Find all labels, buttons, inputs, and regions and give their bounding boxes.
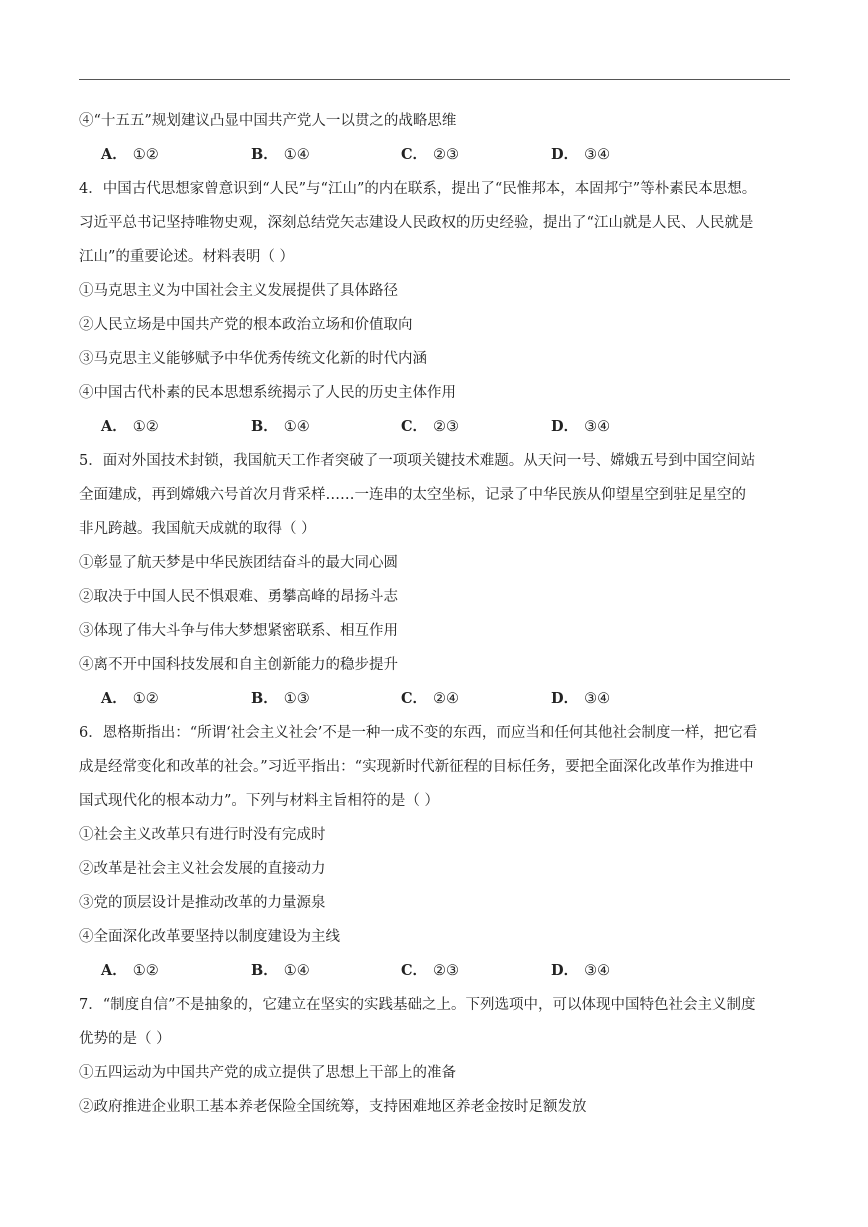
answer-option	[401, 416, 551, 438]
option-letter: C．	[401, 418, 428, 435]
text-line: ④离不开中国科技发展和自主创新能力的稳步提升	[79, 657, 398, 673]
option-letter: A．	[101, 418, 127, 435]
option-value: ①④	[283, 419, 310, 435]
option-value: ③④	[584, 147, 611, 163]
answer-option	[401, 144, 551, 166]
option-letter: A．	[101, 690, 127, 707]
option-value: ②③	[433, 419, 460, 435]
option-letter: D．	[551, 418, 579, 435]
option-letter: B．	[251, 690, 278, 707]
option-value: ①③	[283, 691, 310, 707]
answer-option	[101, 688, 251, 710]
text-line: ④中国古代朴素的民本思想系统揭示了人民的历史主体作用	[79, 385, 456, 401]
answer-option	[101, 960, 251, 982]
option-value: ①②	[132, 147, 159, 163]
answer-option	[251, 960, 401, 982]
text-line: 5．面对外国技术封锁，我国航天工作者突破了一项项关键技术难题。从天问一号、嫦娥五号到中国空间站	[79, 453, 756, 469]
answer-option	[551, 960, 701, 982]
document-body	[79, 110, 794, 1130]
text-line: ②人民立场是中国共产党的根本政治立场和价值取向	[79, 317, 413, 333]
text-line: ①马克思主义为中国社会主义发展提供了具体路径	[79, 283, 398, 299]
text-line: 习近平总书记坚持唯物史观，深刻总结党矢志建设人民政权的历史经验，提出了“江山就是人民、人民就是	[79, 215, 754, 231]
text-line: ①彰显了航天梦是中华民族团结奋斗的最大同心圆	[79, 555, 398, 571]
option-value: ①②	[132, 419, 159, 435]
text-line: 6．恩格斯指出：“所谓‘社会主义社会’不是一种一成不变的东西，而应当和任何其他社会制度一样，把它看	[79, 725, 758, 741]
option-letter: C．	[401, 146, 428, 163]
answer-option	[251, 416, 401, 438]
answer-option	[401, 960, 551, 982]
option-letter: D．	[551, 146, 579, 163]
answer-options	[79, 960, 794, 982]
option-value: ①②	[132, 963, 159, 979]
option-letter: B．	[251, 418, 278, 435]
option-letter: D．	[551, 962, 579, 979]
text-line: ①五四运动为中国共产党的成立提供了思想上干部上的准备	[79, 1065, 456, 1081]
text-line: 国式现代化的根本动力”。下列与材料主旨相符的是（ ）	[79, 793, 440, 809]
text-line: 4．中国古代思想家曾意识到“人民”与“江山”的内在联系，提出了“民惟邦本，本固邦宁”等朴素民本思想。	[79, 181, 757, 197]
text-line: ①社会主义改革只有进行时没有完成时	[79, 827, 326, 843]
option-letter: D．	[551, 690, 579, 707]
text-line: ③马克思主义能够赋予中华优秀传统文化新的时代内涵	[79, 351, 427, 367]
answer-options	[79, 416, 794, 438]
text-line: 7．“制度自信”不是抽象的，它建立在坚实的实践基础之上。下列选项中，可以体现中国特色社会主义制度	[79, 997, 756, 1013]
option-value: ③④	[584, 963, 611, 979]
option-letter: C．	[401, 962, 428, 979]
text-line: 非凡跨越。我国航天成就的取得（ ）	[79, 521, 316, 537]
answer-option	[251, 688, 401, 710]
text-line: ②政府推进企业职工基本养老保险全国统筹，支持困难地区养老金按时足额发放	[79, 1099, 587, 1115]
text-line: ②改革是社会主义社会发展的直接动力	[79, 861, 326, 877]
option-value: ③④	[584, 691, 611, 707]
text-line: 全面建成，再到嫦娥六号首次月背采样……一连串的太空坐标，记录了中华民族从仰望星空到驻足星空的	[79, 487, 746, 503]
text-line: ④“十五五”规划建议凸显中国共产党人一以贯之的战略思维	[79, 113, 457, 129]
answer-option	[251, 144, 401, 166]
text-line: ②取决于中国人民不惧艰难、勇攀高峰的昂扬斗志	[79, 589, 398, 605]
option-value: ①④	[283, 963, 310, 979]
text-line: ③党的顶层设计是推动改革的力量源泉	[79, 895, 326, 911]
text-line: ④全面深化改革要坚持以制度建设为主线	[79, 929, 340, 945]
option-value: ②③	[433, 147, 460, 163]
answer-options	[79, 688, 794, 710]
text-line: 优势的是（ ）	[79, 1031, 171, 1047]
option-letter: B．	[251, 962, 278, 979]
answer-option	[551, 688, 701, 710]
answer-options	[79, 144, 794, 166]
answer-option	[101, 416, 251, 438]
answer-option	[551, 416, 701, 438]
option-value: ②④	[433, 691, 460, 707]
option-value: ①②	[132, 691, 159, 707]
option-letter: B．	[251, 146, 278, 163]
option-letter: A．	[101, 962, 127, 979]
option-value: ②③	[433, 963, 460, 979]
option-letter: A．	[101, 146, 127, 163]
option-value: ①④	[283, 147, 310, 163]
header-rule	[79, 79, 790, 80]
text-line: 江山”的重要论述。材料表明（ ）	[79, 249, 295, 265]
text-line: 成是经常变化和改革的社会。”习近平指出：“实现新时代新征程的目标任务，要把全面深化改革作为推进中	[79, 759, 754, 775]
answer-option	[101, 144, 251, 166]
answer-option	[401, 688, 551, 710]
text-line: ③体现了伟大斗争与伟大梦想紧密联系、相互作用	[79, 623, 398, 639]
option-letter: C．	[401, 690, 428, 707]
answer-option	[551, 144, 701, 166]
option-value: ③④	[584, 419, 611, 435]
